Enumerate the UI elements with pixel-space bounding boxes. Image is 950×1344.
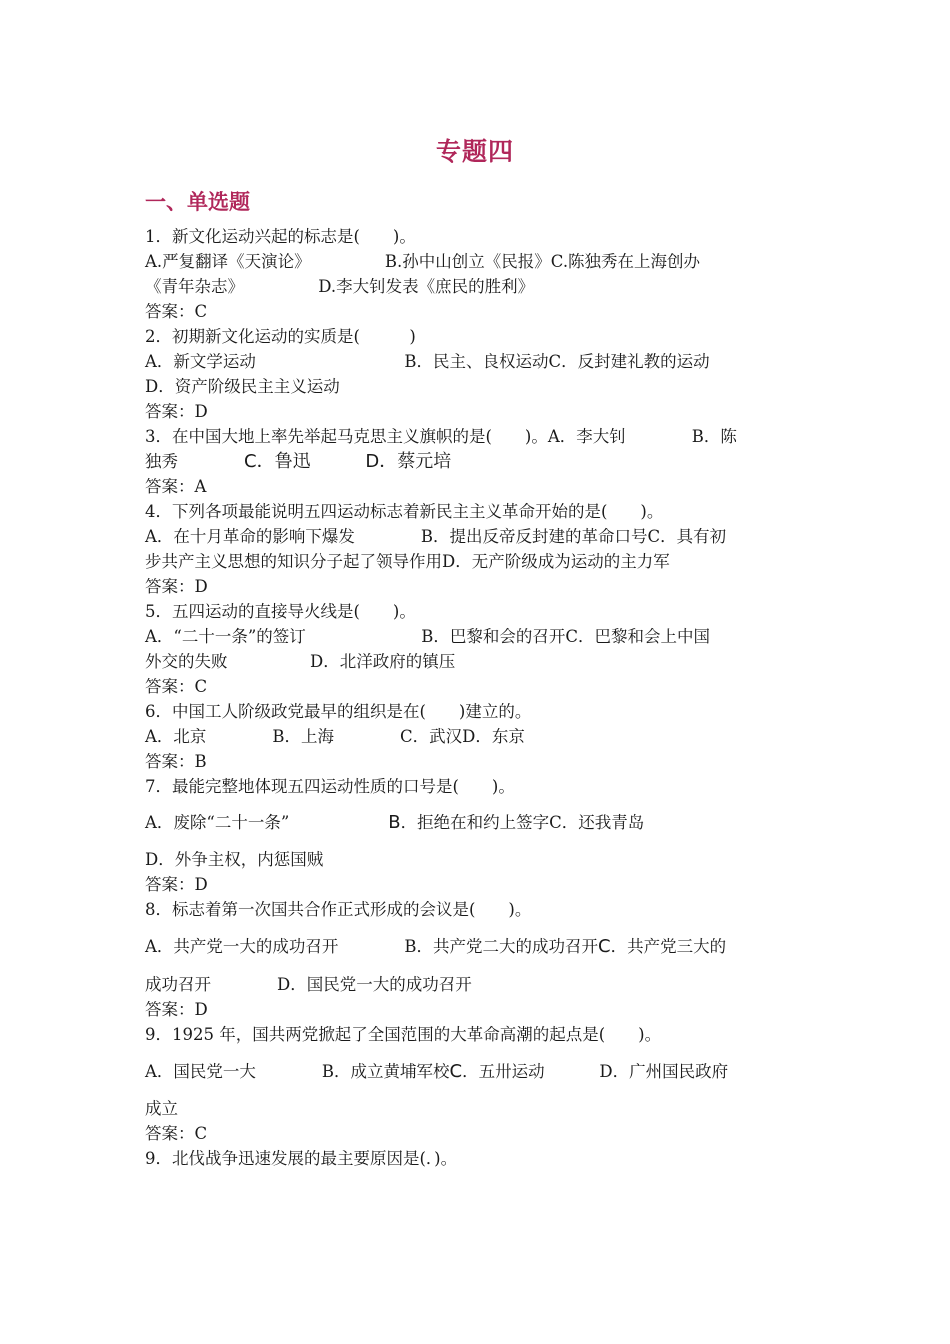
q1-answer: 答案：C (145, 302, 208, 321)
question-7: 7．最能完整地体现五四运动性质的口号是( )。 (145, 777, 515, 796)
q2-answer: 答案：D (145, 402, 208, 421)
q7-option-a: A．废除“二十一条” (145, 813, 389, 832)
q7-options-line-2: D．外争主权，内惩国贼 (145, 850, 324, 869)
question-8: 8．标志着第一次国共合作正式形成的会议是( )。 (145, 900, 532, 919)
section-heading: 一、单选题 (145, 190, 250, 214)
question-10: 9．北伐战争迅速发展的最主要原因是(．)。 (145, 1149, 458, 1168)
q9-options-line-2: 成立 (145, 1099, 178, 1118)
question-3: 3．在中国大地上率先举起马克思主义旗帜的是( )。A．李大钊 B．陈 (145, 427, 737, 446)
q9-option-c: ．五卅运动 (462, 1062, 545, 1081)
q9-answer: 答案：C (145, 1124, 208, 1143)
q4-options-line-2: 步共产主义思想的知识分子起了领导作用D．无产阶级成为运动的主力军 (145, 552, 670, 571)
question-6: 6．中国工人阶级政党最早的组织是在( )建立的。 (145, 702, 532, 721)
q6-options: A．北京 B．上海 C．武汉D．东京 (145, 727, 525, 746)
q2-options-line-1: A．新文学运动 B．民主、良权运动C．反封建礼教的运动 (145, 352, 710, 371)
q9-options-line-1 (145, 1060, 728, 1084)
q4-answer: 答案：D (145, 577, 208, 596)
question-1: 1．新文化运动兴起的标志是( )。 (145, 227, 416, 246)
q7-options-line-1 (145, 811, 644, 835)
q1-options-line-1: A.严复翻译《天演论》 B.孙中山创立《民报》C.陈独秀在上海创办 (145, 252, 701, 271)
q3-option-c: C．鲁迅 (244, 451, 311, 472)
q8-options-line-1 (145, 935, 726, 959)
q5-answer: 答案：C (145, 677, 208, 696)
q7-option-b-letter: B (388, 812, 401, 833)
q3-option-b-cont: 独秀 (145, 452, 244, 471)
q8-option-c: ．共产党三大的 (610, 937, 727, 956)
q6-answer: 答案：B (145, 752, 207, 771)
q7-answer: 答案：D (145, 875, 208, 894)
q9-option-a-b: A．国民党一大 B．成立黄埔军校 (145, 1062, 450, 1081)
q3-option-d: D．蔡元培 (365, 451, 452, 472)
q3-answer: 答案：A (145, 477, 207, 496)
q5-options-line-1: A．“二十一条”的签订 B．巴黎和会的召开C．巴黎和会上中国 (145, 627, 711, 646)
question-4: 4．下列各项最能说明五四运动标志着新民主主义革命开始的是( )。 (145, 502, 664, 521)
q8-options-line-2: 成功召开 D．国民党一大的成功召开 (145, 975, 472, 994)
q5-options-line-2: 外交的失败 D．北洋政府的镇压 (145, 652, 456, 671)
q8-option-a-b: A．共产党一大的成功召开 B．共产党二大的成功召开 (145, 937, 599, 956)
q4-options-line-1: A．在十月革命的影响下爆发 B．提出反帝反封建的革命口号C．具有初 (145, 527, 727, 546)
q9-option-d: D．广州国民政府 (599, 1062, 729, 1081)
question-9: 9．1925 年，国共两党掀起了全国范围的大革命高潮的起点是( )。 (145, 1025, 662, 1044)
document-title: 专题四 (435, 137, 514, 166)
q8-option-c-letter: C (598, 936, 611, 957)
q8-answer: 答案：D (145, 1000, 208, 1019)
q7-option-b-c: ．拒绝在和约上签字C．还我青岛 (400, 813, 645, 832)
q1-options-line-2: 《青年杂志》 D.李大钊发表《庶民的胜利》 (145, 277, 535, 296)
q2-options-line-2: D．资产阶级民主主义运动 (145, 377, 340, 396)
question-2: 2．初期新文化运动的实质是( ) (145, 327, 416, 346)
q3-options-line-2 (145, 450, 451, 474)
question-5: 5．五四运动的直接导火线是( )。 (145, 602, 416, 621)
q9-option-c-letter: C (449, 1061, 463, 1082)
